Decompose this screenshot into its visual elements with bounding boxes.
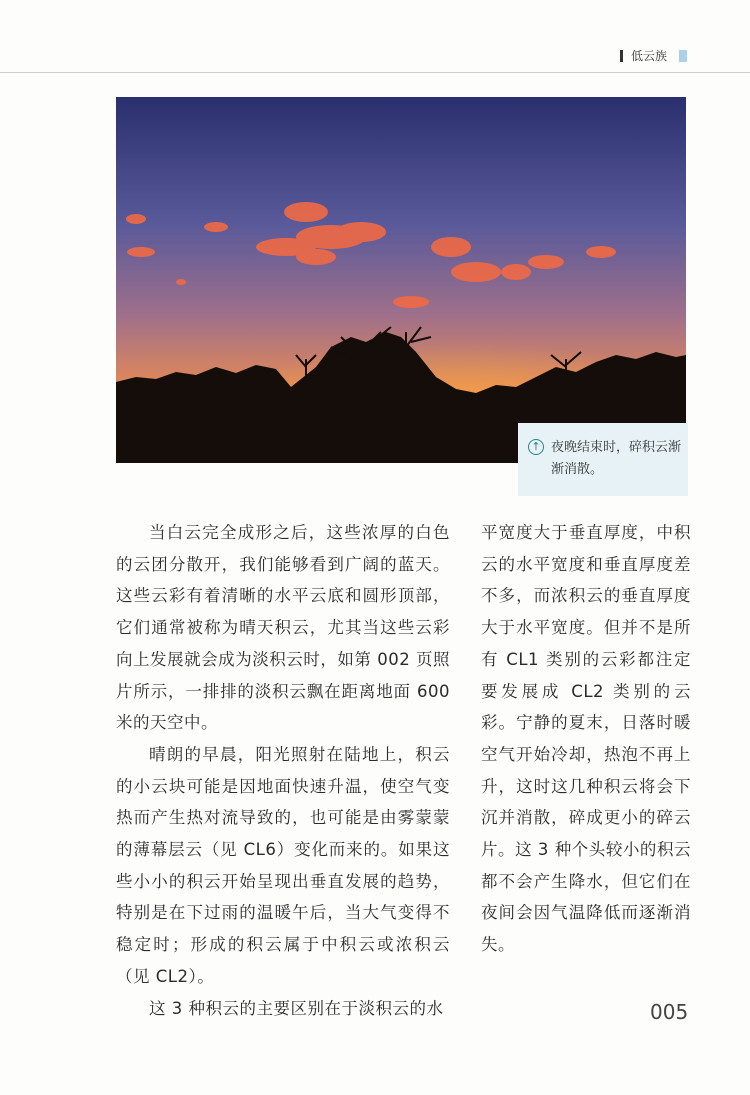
sunset-cloud-photo — [116, 97, 686, 463]
right-column — [481, 517, 691, 961]
arrow-up-circle-icon: ↑ — [528, 439, 544, 455]
photo-caption: 夜晚结束时，碎积云渐渐消散。 — [551, 440, 682, 477]
left-column — [116, 517, 450, 1024]
section-title: 低云族 — [631, 49, 668, 63]
photo-caption-box — [518, 423, 688, 496]
paragraph-1: 当白云完全成形之后，这些浓厚的白色的云团分散开，我们能够看到广阔的蓝天。这些云彩有着清晰的水平云底和圆形顶部，它们通常被称为晴天积云，尤其当这些云彩向上发展就会成为淡积云时，如第 002 页照片所示，一排排的淡积云飘在距离地面 600 米的天空中。 — [116, 523, 450, 733]
page-number: 005 — [650, 1000, 689, 1024]
header-marker-bar — [620, 50, 623, 62]
paragraph-3-continued: 平宽度大于垂直厚度，中积云的水平宽度和垂直厚度差不多，而浓积云的垂直厚度大于水平宽度。但并不是所有 CL1 类别的云彩都注定要发展成 CL2 类别的云彩。宁静的夏末，日落时暖空气开始冷却，热泡不再上升，这时这几种积云将会下沉并消散，碎成更小的碎云片。这 3 种个头较小的积云都不会产生降水，但它们在夜间会因气温降低而逐渐消失。 — [481, 523, 691, 955]
section-tab-marker — [679, 50, 687, 62]
header-rule — [0, 72, 750, 73]
paragraph-3: 这 3 种积云的主要区别在于淡积云的水 — [149, 998, 444, 1018]
paragraph-2: 晴朗的早晨，阳光照射在陆地上，积云的小云块可能是因地面快速升温，使空气变热而产生热对流导致的，也可能是由雾蒙蒙的薄幕层云（见 CL6）变化而来的。如果这些小小的积云开始呈现出垂直发展的趋势，特别是在下过雨的温暖午后，当大气变得不稳定时；形成的积云属于中积云或浓积云（见 CL2）。 — [116, 744, 450, 986]
